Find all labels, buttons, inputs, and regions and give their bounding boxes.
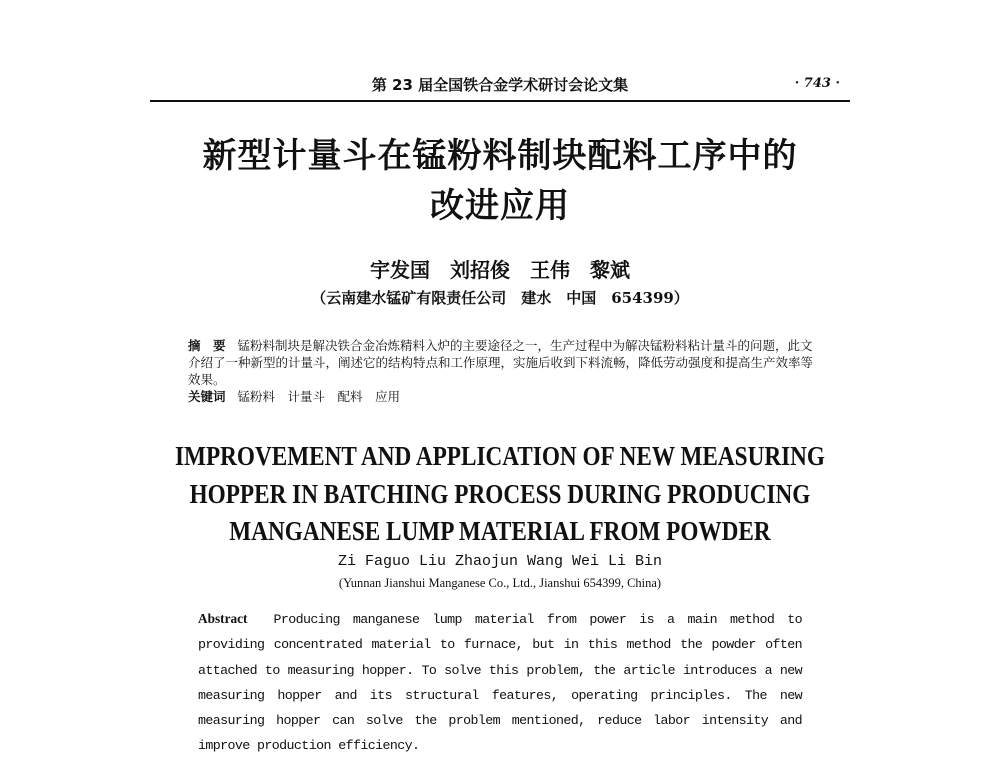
title-en-line-2: HOPPER IN BATCHING PROCESS DURING PRODUCING [189,478,811,509]
title-en-line-1: IMPROVEMENT AND APPLICATION OF NEW MEASURING [175,441,825,471]
running-header [150,72,850,102]
abstract-cn-text: 锰粉料制块是解决铁合金冶炼精料入炉的主要途径之一，生产过程中为解决锰粉料粘计量斗的问题，此文介绍了一种新型的计量斗，阐述它的结构特点和工作原理，实施后收到下料流畅，降低劳动强度和提高生产效率等效果。 [188,338,814,387]
abstract-en [198,606,802,759]
abstract-cn [188,337,818,405]
affiliation-en: (Yunnan Jianshui Manganese Co., Ltd., Jianshui 654399, China) [338,576,662,590]
keywords-cn-label: 关键词 [188,389,226,404]
title-cn-line-2: 改进应用 [430,186,570,226]
proceedings-title: 第 23 届全国铁合金学术研讨会论文集 [371,76,629,94]
abstract-en-label: Abstract [198,611,248,626]
authors-cn: 宇发国 刘招俊 王伟 黎斌 [370,258,630,282]
page-number: · 743 · [794,76,840,91]
affiliation-cn: （云南建水锰矿有限责任公司 建水 中国 654399） [311,289,689,307]
title-en [70,438,930,551]
keywords-cn-text: 锰粉料 计量斗 配料 应用 [237,389,400,404]
title-en-line-3: MANGANESE LUMP MATERIAL FROM POWDER [229,516,771,546]
abstract-en-text: Producing manganese lump material from power is a main method to providing concentrated material to furnace, but in this method the powder often attached to measuring hopper. To solve this problem, the article introduces a new measuring hopper and its structural features, operating principles. The new measuring hopper can solve the problem mentioned, reduce labor intensity and improve production efficiency. [198,612,802,754]
abstract-cn-label: 摘 要 [188,338,226,353]
authors-en: Zi Faguo Liu Zhaojun Wang Wei Li Bin [337,553,663,570]
title-cn-line-1: 新型计量斗在锰粉料制块配料工序中的 [202,136,798,176]
